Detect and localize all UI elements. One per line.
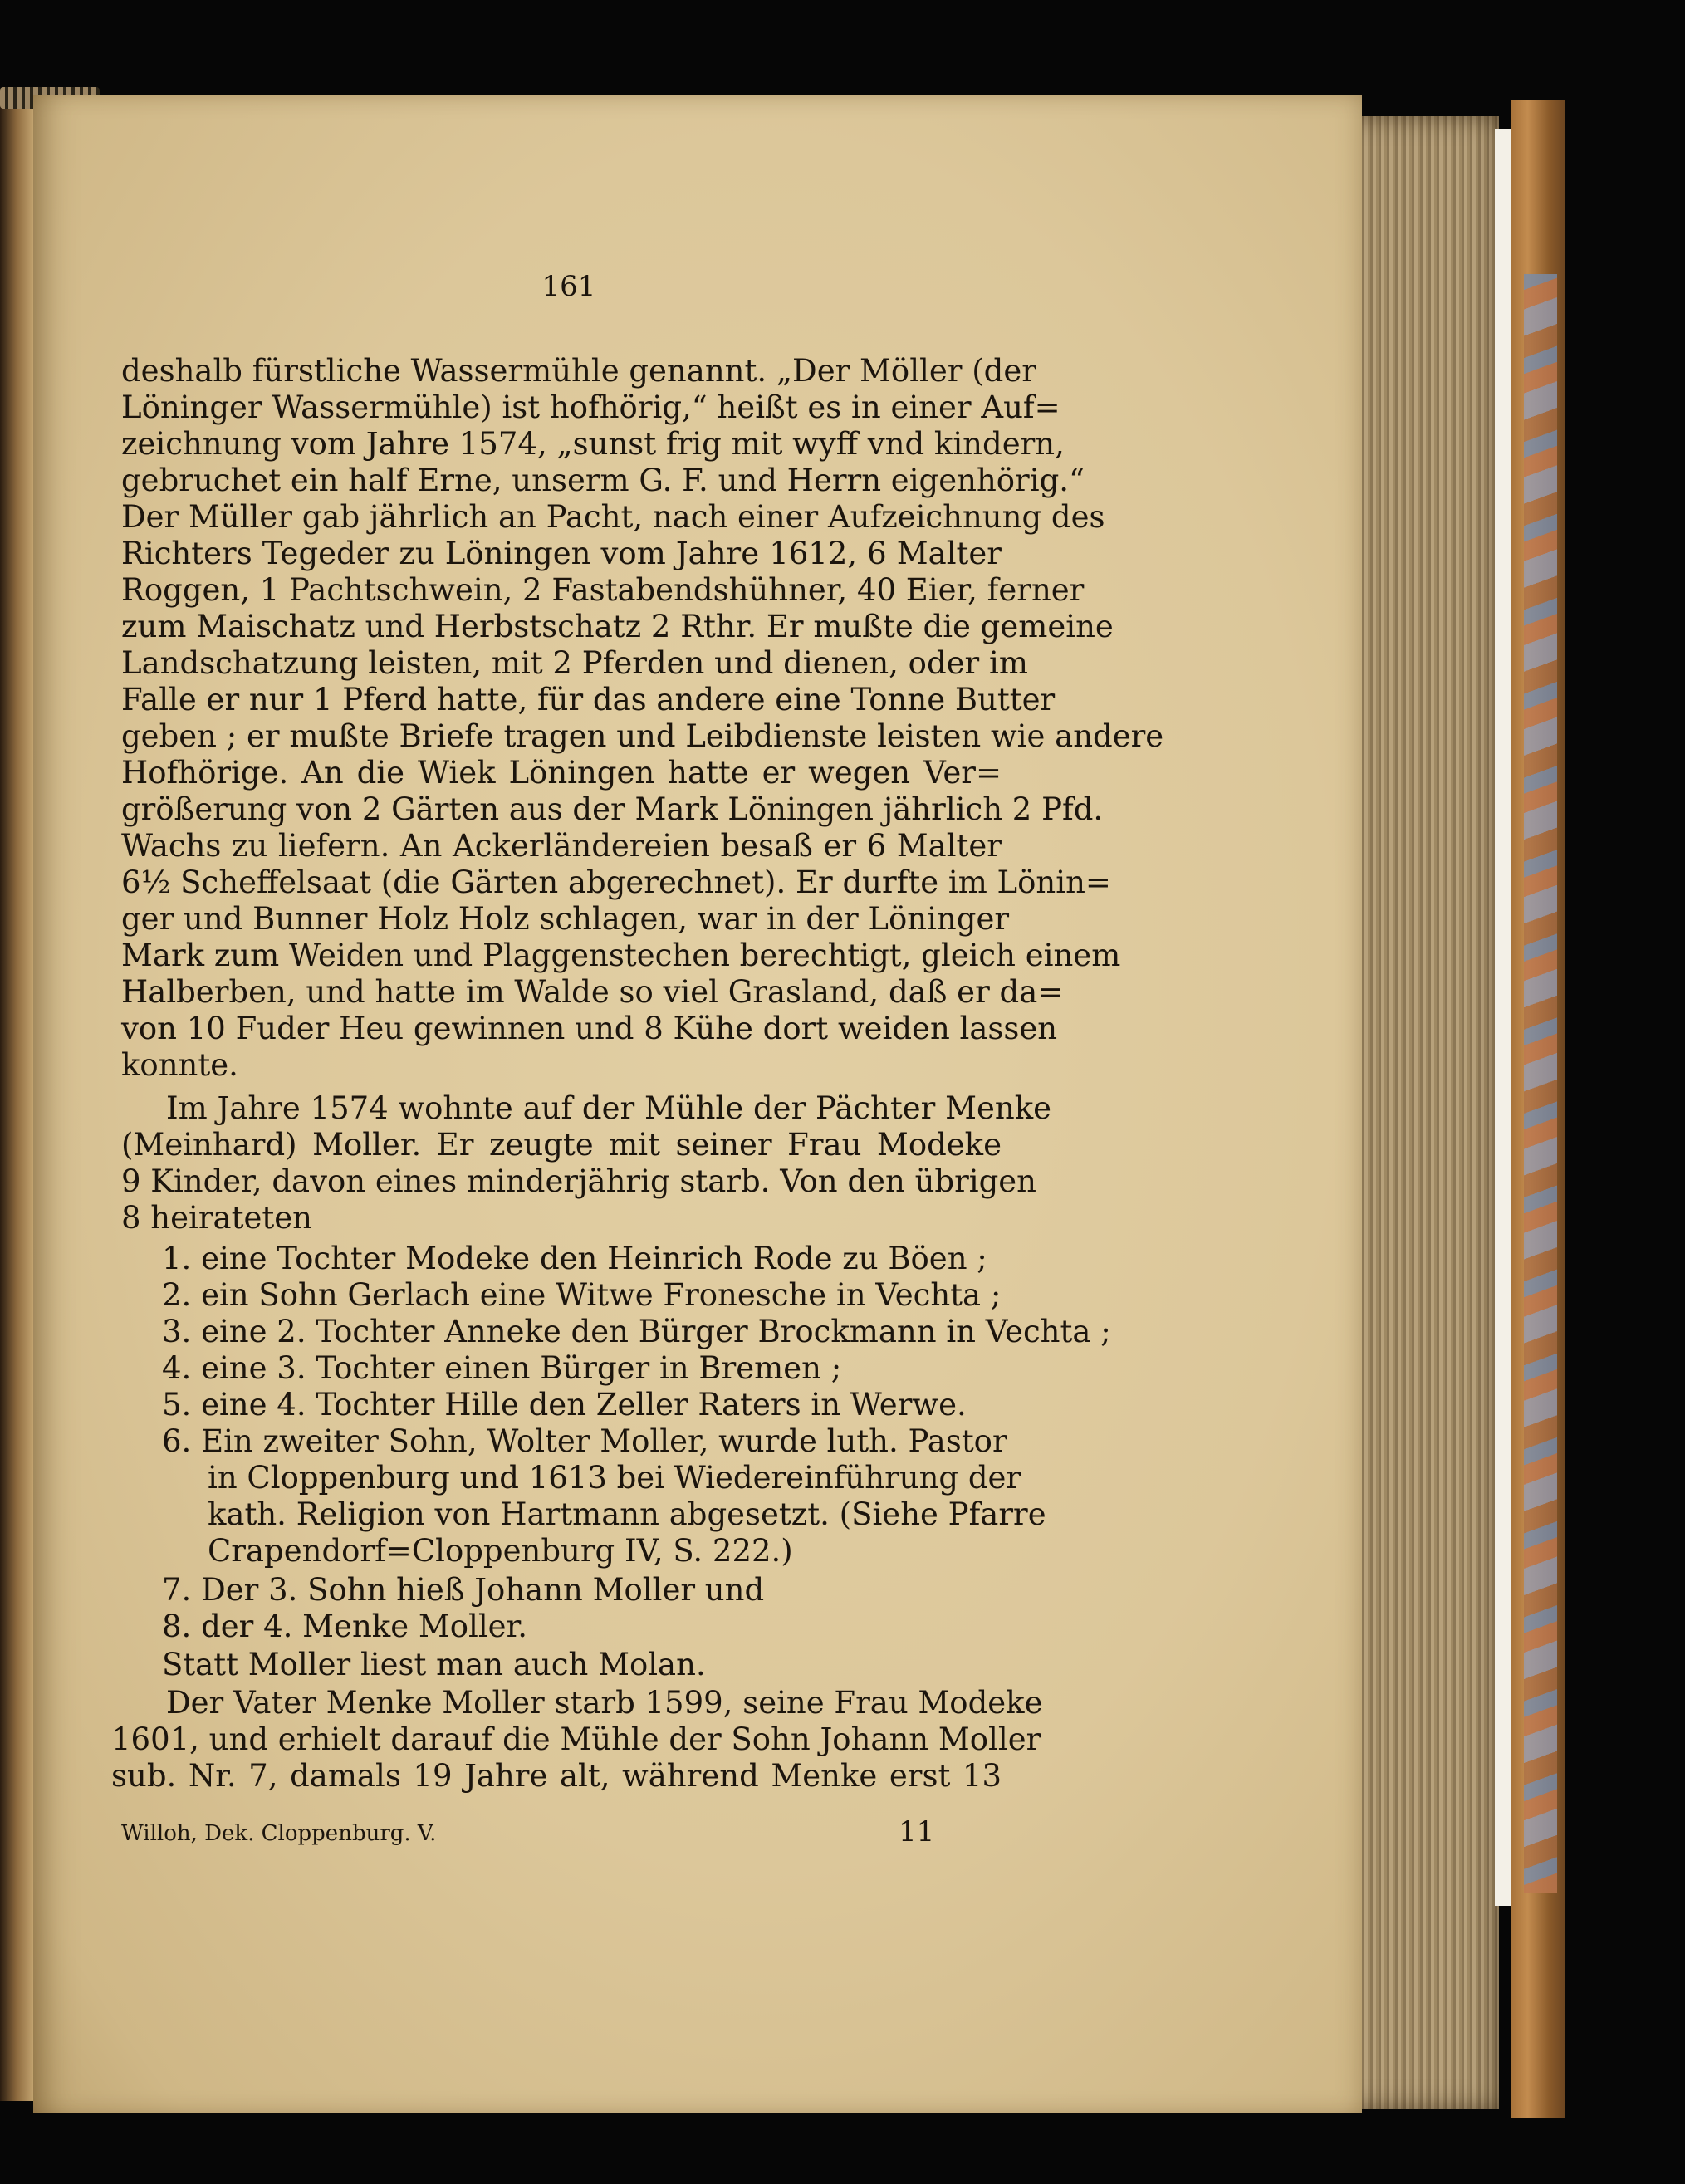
text-line: Landschatzung leisten, mit 2 Pferden und dienen, oder im (121, 645, 1028, 681)
text-line: Statt Moller liest man auch Molan. (162, 1647, 706, 1682)
text-line: 8 heirateten (121, 1200, 312, 1236)
list-item: 2. ein Sohn Gerlach eine Witwe Fronesche in Vechta ; (162, 1277, 1002, 1313)
text-line: Falle er nur 1 Pferd hatte, für das andere eine Tonne Butter (121, 682, 1056, 717)
footer-source: Willoh, Dek. Cloppenburg. V. (121, 1821, 437, 1846)
text-line: Der Müller gab jährlich an Pacht, nach einer Aufzeichnung des (121, 499, 1105, 535)
text-line: ger und Bunner Holz Holz schlagen, war in der Löninger (121, 901, 1010, 937)
text-line: sub. Nr. 7, damals 19 Jahre alt, während Menke erst 13 (111, 1758, 1002, 1794)
text-line: Im Jahre 1574 wohnte auf der Mühle der Pächter Menke (166, 1090, 1052, 1126)
text-line: Der Vater Menke Moller starb 1599, seine Frau Modeke (166, 1685, 1043, 1721)
list-item: 6. Ein zweiter Sohn, Wolter Moller, wurde luth. Pastor (162, 1423, 1007, 1459)
list-item: 4. eine 3. Tochter einen Bürger in Bremen ; (162, 1350, 842, 1386)
text-line: Halberben, und hatte im Walde so viel Grasland, daß er da= (121, 974, 1064, 1010)
list-item: 1. eine Tochter Modeke den Heinrich Rode zu Böen ; (162, 1241, 987, 1276)
list-item: 8. der 4. Menke Moller. (162, 1609, 527, 1644)
list-item-continuation: in Cloppenburg und 1613 bei Wiedereinführung der (208, 1460, 1021, 1496)
footer-signature: 11 (899, 1815, 935, 1849)
text-line: Mark zum Weiden und Plaggenstechen berechtigt, gleich einem (121, 938, 1121, 973)
text-line: (Meinhard) Moller. Er zeugte mit seiner Frau Modeke (121, 1127, 1002, 1163)
text-line: geben ; er mußte Briefe tragen und Leibdienste leisten wie andere (121, 718, 1164, 754)
page-number: 161 (541, 270, 596, 303)
marbled-endpaper (1524, 274, 1557, 1893)
text-line: 1601, und erhielt darauf die Mühle der Sohn Johann Moller (111, 1721, 1041, 1757)
text-line: 6½ Scheffelsaat (die Gärten abgerechnet). Er durfte im Lönin= (121, 864, 1111, 900)
list-item: 7. Der 3. Sohn hieß Johann Moller und (162, 1572, 765, 1608)
list-item: 3. eine 2. Tochter Anneke den Bürger Brockmann in Vechta ; (162, 1314, 1111, 1349)
list-item-continuation: kath. Religion von Hartmann abgesetzt. (Siehe Pfarre (208, 1496, 1046, 1532)
text-line: deshalb fürstliche Wassermühle genannt. „Der Möller (der (121, 353, 1036, 389)
text-line: Richters Tegeder zu Löningen vom Jahre 1612, 6 Malter (121, 536, 1002, 571)
loose-sheet (1495, 129, 1513, 1906)
text-line: Wachs zu liefern. An Ackerländereien besaß er 6 Malter (121, 828, 1002, 864)
text-line: größerung von 2 Gärten aus der Mark Löningen jährlich 2 Pfd. (121, 791, 1104, 827)
text-line: Roggen, 1 Pachtschwein, 2 Fastabendshühner, 40 Eier, ferner (121, 572, 1085, 608)
text-line: Löninger Wassermühle) ist hofhörig,“ heißt es in einer Auf= (121, 389, 1060, 425)
text-line: zum Maischatz und Herbstschatz 2 Rthr. Er mußte die gemeine (121, 609, 1114, 644)
text-line: konnte. (121, 1047, 238, 1083)
text-line: 9 Kinder, davon eines minderjährig starb. Von den übrigen (121, 1163, 1037, 1199)
list-item: 5. eine 4. Tochter Hille den Zeller Raters in Werwe. (162, 1387, 967, 1423)
text-line: zeichnung vom Jahre 1574, „sunst frig mit wyff vnd kindern, (121, 426, 1065, 462)
text-line: Hofhörige. An die Wiek Löningen hatte er wegen Ver= (121, 755, 1002, 791)
list-item-continuation: Crapendorf=Cloppenburg IV, S. 222.) (208, 1533, 793, 1569)
text-line: gebruchet ein half Erne, unserm G. F. und Herrn eigenhörig.“ (121, 463, 1085, 498)
text-line: von 10 Fuder Heu gewinnen und 8 Kühe dort weiden lassen (121, 1011, 1058, 1046)
